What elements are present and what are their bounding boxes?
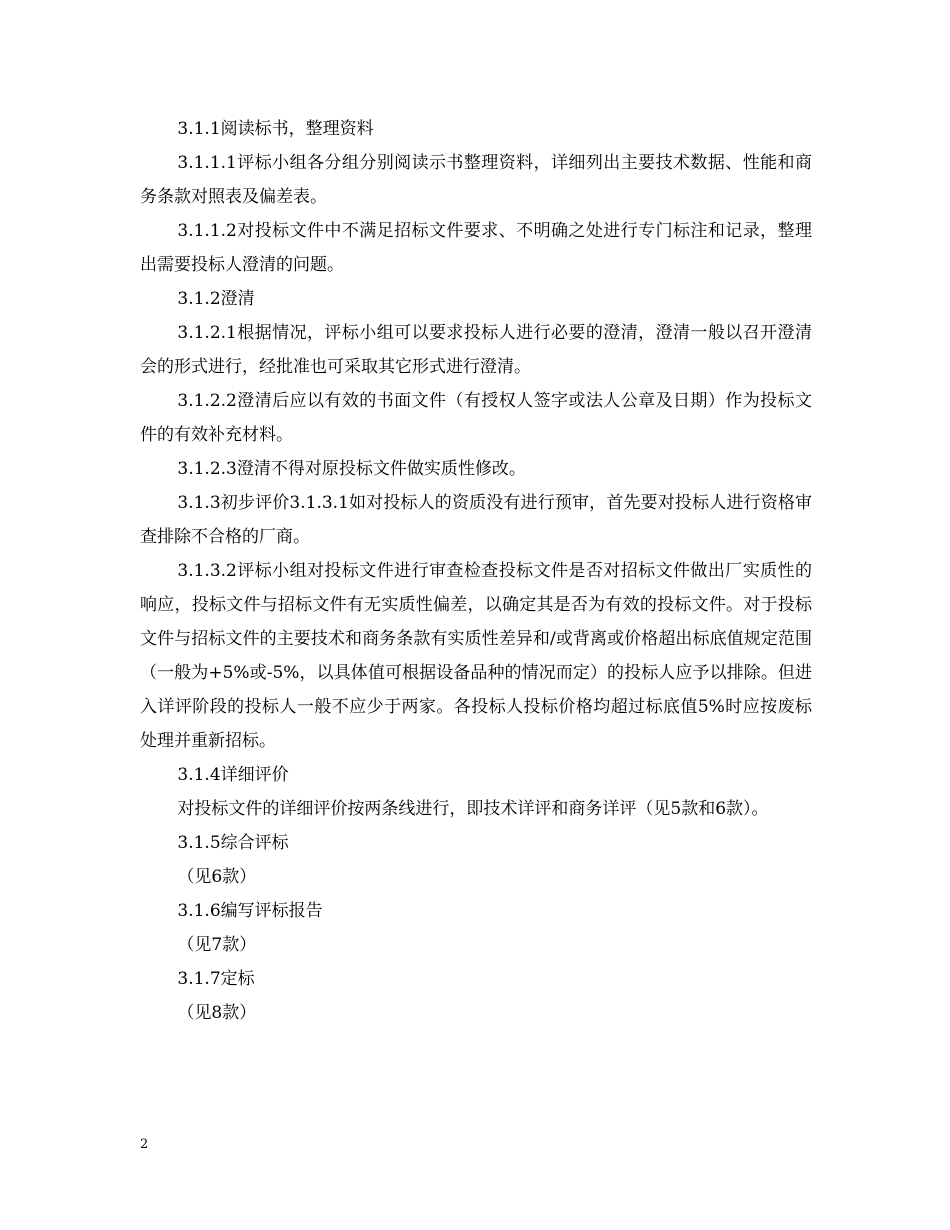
section-heading-3-1-1: 3.1.1阅读标书，整理资料	[177, 119, 374, 139]
section-heading-3-1-7: 3.1.7定标	[177, 969, 255, 989]
reference-3-1-5: （见6款）	[177, 867, 257, 887]
paragraph-3-1-3-2: 3.1.3.2评标小组对投标文件进行审查检查投标文件是否对招标文件做出厂实质性的响应，投标文件与招标文件有无实质性偏差，以确定其是否为有效的投标文件。对于投标文件与招标文件的主要技术和商务条款有实质性差异和/或背离或价格超出标底值规定范围（一般为+5%或-5%，以具体值可根据设备品种的情况而定）的投标人应予以排除。但进入详评阶段的投标人一般不应少于两家。各投标人投标价格均超过标底值5%时应按废标处理并重新招标。	[140, 561, 812, 751]
paragraph-3-1-3: 3.1.3初步评价3.1.3.1如对投标人的资质没有进行预审，首先要对投标人进行资格审查排除不合格的厂商。	[140, 493, 812, 547]
section-heading-3-1-4: 3.1.4详细评价	[177, 765, 289, 785]
section-heading-3-1-6: 3.1.6编写评标报告	[177, 901, 323, 921]
section-heading-3-1-5: 3.1.5综合评标	[177, 833, 289, 853]
paragraph-3-1-2-3: 3.1.2.3澄清不得对原投标文件做实质性修改。	[177, 459, 526, 479]
paragraph-3-1-2-1: 3.1.2.1根据情况，评标小组可以要求投标人进行必要的澄清，澄清一般以召开澄清会的形式进行，经批准也可采取其它形式进行澄清。	[140, 323, 812, 377]
reference-3-1-6: （见7款）	[177, 935, 257, 955]
paragraph-3-1-4-body: 对投标文件的详细评价按两条线进行，即技术详评和商务详评（见5款和6款）。	[177, 799, 769, 819]
paragraph-3-1-2-2: 3.1.2.2澄清后应以有效的书面文件（有授权人签字或法人公章及日期）作为投标文件的有效补充材料。	[140, 391, 812, 445]
section-heading-3-1-2: 3.1.2澄清	[177, 289, 255, 309]
page-number: 2	[140, 1137, 149, 1152]
document-body	[140, 112, 812, 1030]
paragraph-3-1-1-2: 3.1.1.2对投标文件中不满足招标文件要求、不明确之处进行专门标注和记录，整理出需要投标人澄清的问题。	[140, 221, 812, 275]
paragraph-3-1-1-1: 3.1.1.1评标小组各分组分别阅读示书整理资料，详细列出主要技术数据、性能和商务条款对照表及偏差表。	[140, 153, 812, 207]
reference-3-1-7: （见8款）	[177, 1003, 257, 1023]
